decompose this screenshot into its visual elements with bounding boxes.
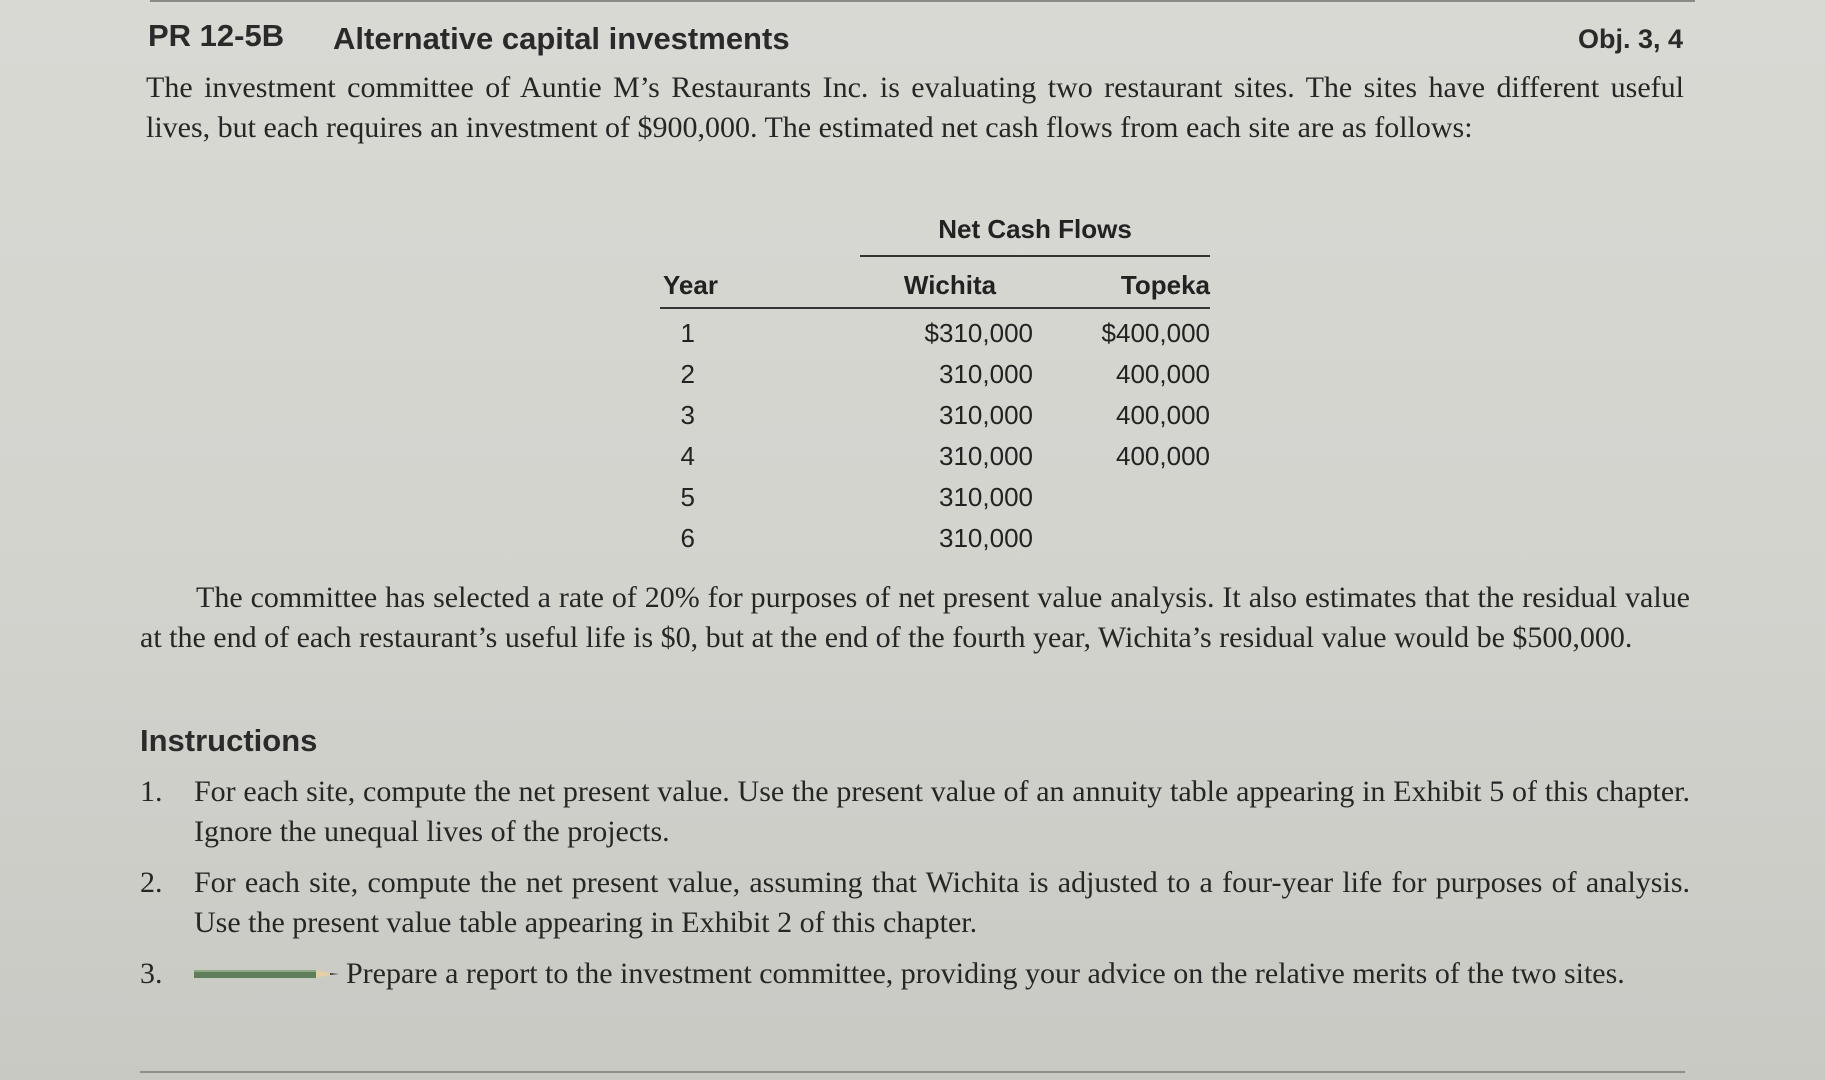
instruction-number: 1. [140, 775, 163, 808]
cell-wichita: 310,000 [939, 359, 1033, 389]
table-row [660, 400, 1210, 440]
table-group-header: Net Cash Flows [938, 214, 1132, 244]
table-row [660, 441, 1210, 481]
cell-year: 2 [680, 359, 695, 389]
cell-wichita: 310,000 [939, 400, 1033, 430]
cell-year: 3 [680, 400, 695, 430]
cell-topeka: $400,000 [1101, 318, 1210, 348]
column-header-wichita: Wichita [903, 270, 997, 300]
column-header-topeka: Topeka [1120, 270, 1210, 300]
cell-year: 1 [680, 318, 695, 348]
instruction-number: 2. [140, 866, 163, 899]
cell-topeka: 400,000 [1116, 400, 1210, 430]
problem-code: PR 12-5B [148, 18, 285, 53]
cell-year: 5 [680, 482, 695, 512]
cell-wichita: 310,000 [939, 523, 1033, 553]
cell-topeka: 400,000 [1116, 359, 1210, 389]
instruction-item [140, 954, 1690, 1038]
table-row [660, 359, 1210, 399]
cell-wichita: 310,000 [939, 441, 1033, 471]
instruction-text: For each site, compute the net present value, assuming that Wichita is adjusted to a four-year life for purposes of analysis. Use the present value table appearing in Exhibit 2 of this chapter. [194, 866, 1690, 939]
column-header-rule [660, 307, 1210, 309]
instruction-item [140, 772, 1690, 856]
table-row [660, 523, 1210, 563]
table-row [660, 318, 1210, 358]
top-rule [150, 0, 1695, 2]
cell-topeka: 400,000 [1116, 441, 1210, 471]
assumptions-paragraph: The committee has selected a rate of 20% for purposes of net present value analysis. It also estimates that the residual value at the end of each restaurant’s useful life is $0, but at the end of the fourth year, Wichita’s residual value would be $500,000. [140, 581, 1690, 654]
cash-flow-table [660, 210, 1210, 555]
bottom-rule [140, 1071, 1685, 1073]
intro-paragraph: The investment committee of Auntie M’s Restaurants Inc. is evaluating two restaurant sites. The sites have different useful lives, but each requires an investment of $900,000. The estimated net cash flows from each site are as follows: [146, 71, 1684, 144]
problem-title: Alternative capital investments [333, 21, 790, 56]
table-row [660, 482, 1210, 522]
group-header-rule [860, 255, 1210, 257]
instruction-number: 3. [140, 957, 163, 990]
problem-header [148, 18, 1683, 64]
instruction-item [140, 863, 1690, 947]
objective-reference: Obj. 3, 4 [1577, 24, 1683, 54]
cell-wichita: 310,000 [939, 482, 1033, 512]
cell-year: 6 [680, 523, 695, 553]
instruction-text: For each site, compute the net present value. Use the present value of an annuity table appearing in Exhibit 5 of this chapter. Ignore the unequal lives of the projects. [194, 775, 1690, 848]
instruction-text: Prepare a report to the investment committee, providing your advice on the relative merits of the two sites. [346, 957, 1625, 990]
column-header-year: Year [663, 270, 718, 300]
cell-year: 4 [680, 441, 695, 471]
instructions-heading: Instructions [140, 723, 318, 758]
cell-wichita: $310,000 [924, 318, 1033, 348]
